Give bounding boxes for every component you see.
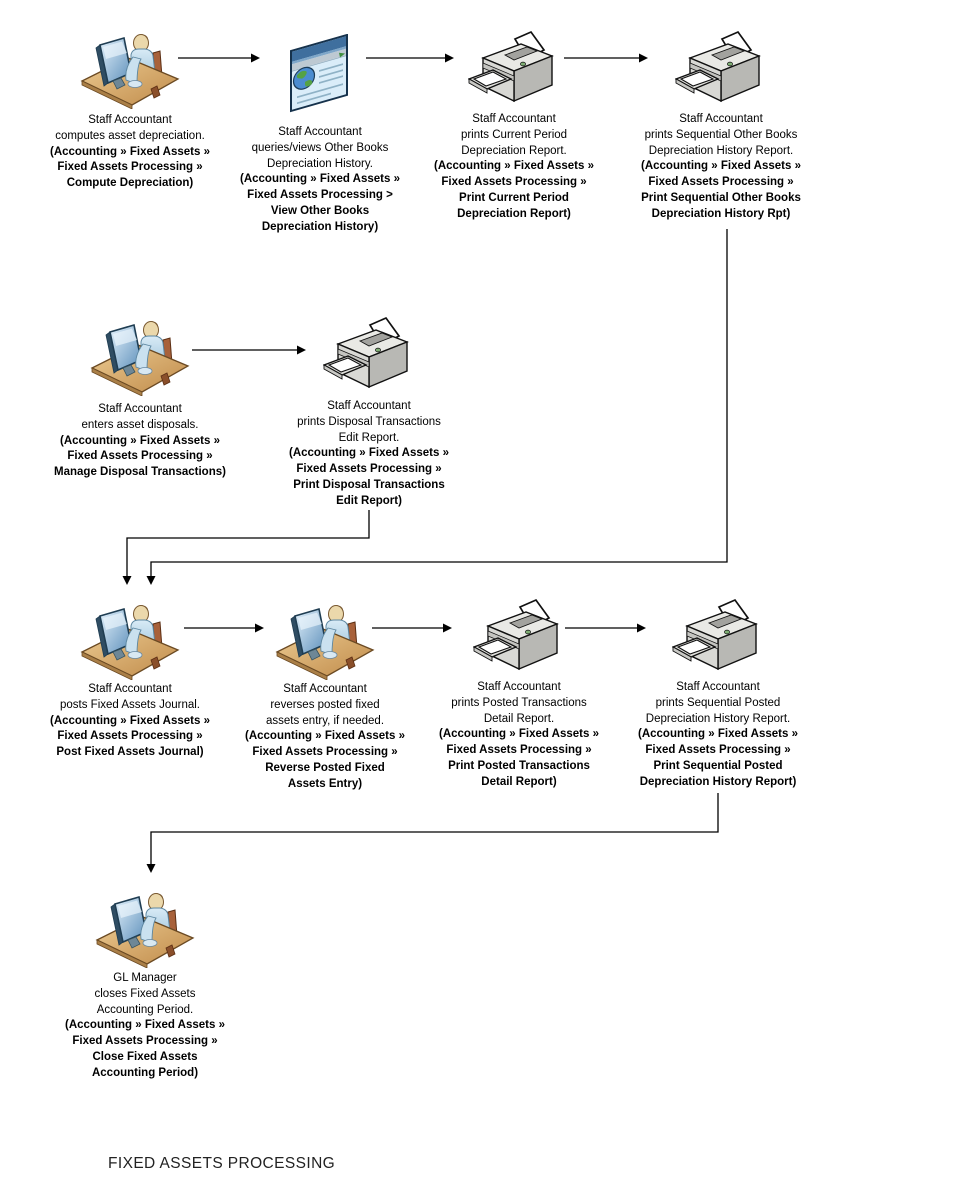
node-text-line: (Accounting » Fixed Assets » xyxy=(65,1019,225,1032)
node-text-line: assets entry, if needed. xyxy=(265,714,385,727)
printer-icon xyxy=(672,598,764,678)
person-computer-icon xyxy=(90,320,190,396)
node-label xyxy=(601,112,841,223)
node-label xyxy=(394,112,634,223)
node-text-line: (Accounting » Fixed Assets » xyxy=(50,145,210,158)
node-text-line: Fixed Assets Processing » xyxy=(446,744,592,757)
node-text-line: Staff Accountant xyxy=(676,681,760,693)
node-text-line: Staff Accountant xyxy=(278,126,362,138)
printer-icon xyxy=(473,598,565,678)
node-text-line: Accounting Period) xyxy=(91,1066,199,1079)
node-text-line: Print Sequential Other Books xyxy=(641,191,801,204)
browser-window-icon xyxy=(286,34,354,116)
node-text-line: (Accounting » Fixed Assets » xyxy=(641,160,801,173)
node-text-line: (Accounting » Fixed Assets » xyxy=(50,714,210,727)
node-text-line: Staff Accountant xyxy=(679,113,763,125)
node-text-line: computes asset depreciation. xyxy=(55,129,205,142)
node-text-line: Fixed Assets Processing » xyxy=(67,450,213,463)
node-text-line: prints Sequential Posted xyxy=(655,696,781,709)
node-text-line: Fixed Assets Processing » xyxy=(72,1035,218,1048)
node-text-line: enters asset disposals. xyxy=(81,418,199,431)
node-text-line: (Accounting » Fixed Assets » xyxy=(638,728,798,741)
node-text-line: queries/views Other Books xyxy=(251,141,389,154)
node-text-line: Edit Report. xyxy=(338,431,400,444)
node-text-line: prints Current Period xyxy=(460,128,568,141)
node-label xyxy=(25,971,265,1082)
node-text-line: posts Fixed Assets Journal. xyxy=(60,698,200,711)
node-text-line: Staff Accountant xyxy=(98,403,182,415)
node-text-line: Staff Accountant xyxy=(477,681,561,693)
node-text-line: (Accounting » Fixed Assets » xyxy=(439,728,599,741)
printer-icon xyxy=(468,30,560,110)
node-text-line: Print Sequential Posted xyxy=(653,759,783,772)
node-text-line: Assets Entry) xyxy=(287,777,363,790)
node-text-line: Fixed Assets Processing » xyxy=(296,463,442,476)
node-text-line: reverses posted fixed xyxy=(270,698,380,711)
node-text-line: (Accounting » Fixed Assets » xyxy=(60,434,220,447)
node-text-line: Fixed Assets Processing » xyxy=(648,176,794,189)
node-text-line: Reverse Posted Fixed xyxy=(265,761,385,774)
printer-icon xyxy=(675,30,767,110)
node-text-line: Staff Accountant xyxy=(283,683,367,695)
node-text-line: Staff Accountant xyxy=(327,400,411,412)
node-text-line: Depreciation History Report. xyxy=(645,712,791,725)
node-text-line: Print Current Period xyxy=(459,191,569,204)
node-text-line: Accounting Period. xyxy=(96,1003,194,1016)
node-text-line: (Accounting » Fixed Assets » xyxy=(289,447,449,460)
node-text-line: (Accounting » Fixed Assets » xyxy=(245,730,405,743)
node-text-line: prints Sequential Other Books xyxy=(644,128,798,141)
person-computer-icon xyxy=(80,604,180,680)
node-text-line: Depreciation History Report) xyxy=(639,775,797,788)
node-text-line: Close Fixed Assets xyxy=(92,1050,198,1063)
node-text-line: Post Fixed Assets Journal) xyxy=(56,746,204,759)
node-text-line: Fixed Assets Processing > xyxy=(247,189,393,202)
node-text-line: Fixed Assets Processing » xyxy=(57,730,203,743)
diagram-title: FIXED ASSETS PROCESSING xyxy=(108,1155,336,1172)
node-text-line: Staff Accountant xyxy=(472,113,556,125)
flow-arrow-print-sequential-posted-history--close-accounting-period xyxy=(151,793,718,871)
person-computer-icon xyxy=(95,892,195,968)
node-text-line: Manage Disposal Transactions) xyxy=(54,466,226,479)
node-text-line: GL Manager xyxy=(113,972,177,984)
node-text-line: Depreciation History Report. xyxy=(648,144,794,157)
node-label xyxy=(249,399,489,510)
node-label xyxy=(20,402,260,481)
node-text-line: (Accounting » Fixed Assets » xyxy=(434,160,594,173)
node-text-line: Fixed Assets Processing » xyxy=(57,161,203,174)
node-text-line: prints Disposal Transactions xyxy=(297,415,441,428)
node-text-line: View Other Books xyxy=(270,204,370,217)
node-text-line: Staff Accountant xyxy=(88,114,172,126)
node-text-line: Detail Report. xyxy=(483,712,555,725)
flow-arrow-print-disposal-edit-report--post-fixed-assets-journal xyxy=(127,510,369,583)
node-text-line: Depreciation History. xyxy=(267,157,373,170)
node-text-line: Fixed Assets Processing » xyxy=(645,744,791,757)
node-text-line: closes Fixed Assets xyxy=(94,987,196,1000)
node-text-line: Detail Report) xyxy=(481,775,557,788)
node-text-line: (Accounting » Fixed Assets » xyxy=(240,173,400,186)
node-text-line: Depreciation Report. xyxy=(461,144,567,157)
person-computer-icon xyxy=(275,604,375,680)
node-text-line: prints Posted Transactions xyxy=(451,696,587,709)
node-text-line: Staff Accountant xyxy=(88,683,172,695)
node-text-line: Depreciation History Rpt) xyxy=(651,207,791,220)
node-text-line: Depreciation History) xyxy=(261,220,379,233)
node-text-line: Fixed Assets Processing » xyxy=(252,746,398,759)
node-text-line: Fixed Assets Processing » xyxy=(441,176,587,189)
node-text-line: Print Disposal Transactions xyxy=(293,478,445,491)
node-text-line: Compute Depreciation) xyxy=(66,177,194,190)
node-text-line: Edit Report) xyxy=(336,494,402,507)
node-text-line: Print Posted Transactions xyxy=(448,759,590,772)
printer-icon xyxy=(323,316,415,396)
node-label xyxy=(598,680,838,791)
person-computer-icon xyxy=(80,33,180,109)
node-text-line: Depreciation Report) xyxy=(457,207,571,220)
